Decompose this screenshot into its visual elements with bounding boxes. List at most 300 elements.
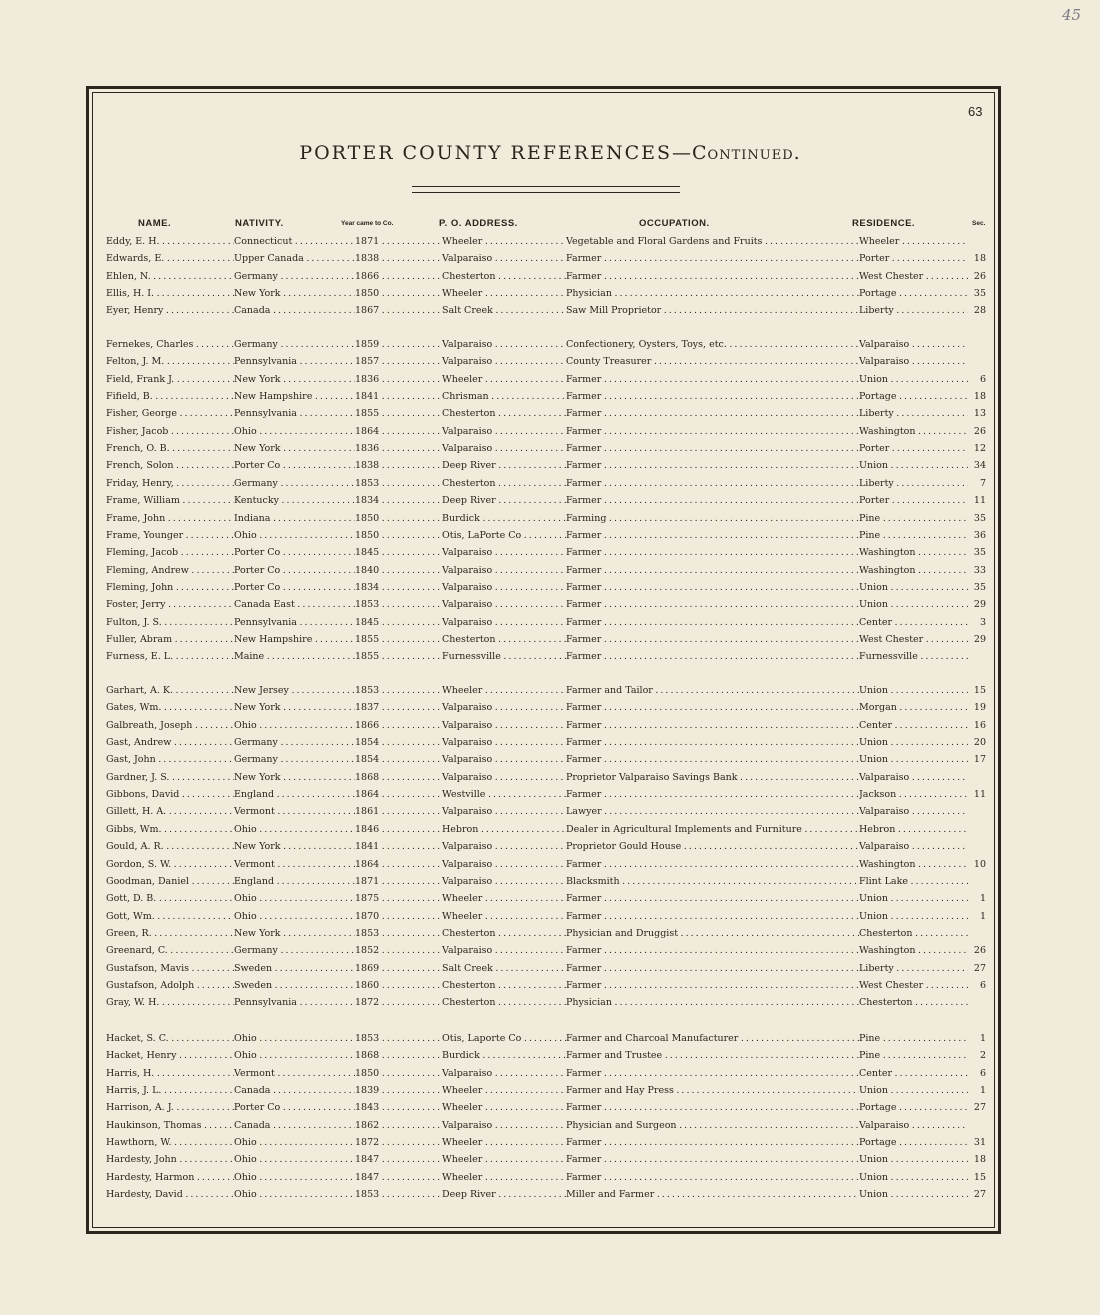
cell-nativity: Porter Co . . . (234, 546, 355, 560)
table-row (0, 1067, 1100, 1081)
cell-name: French, O. B. . . . (106, 442, 234, 456)
cell-name: Gustafson, Mavis . . . (106, 962, 234, 976)
cell-nativity: Ohio . . . (234, 1049, 355, 1063)
cell-nativity: Kentucky . . . (234, 494, 355, 508)
header-nativity: NATIVITY. (235, 218, 284, 229)
table-row (0, 355, 1100, 369)
cell-residence: Union . . . (859, 581, 977, 595)
table-row (0, 1049, 1100, 1063)
cell-residence: Portage . . . (859, 1136, 977, 1150)
cell-name: Field, Frank J. . . . (106, 373, 234, 387)
cell-section: 10 (968, 858, 986, 872)
cell-residence: Valparaiso . . . (859, 840, 977, 854)
cell-section: 18 (968, 390, 986, 404)
cell-name: Fisher, Jacob . . . (106, 425, 234, 439)
cell-section: 1 (968, 892, 986, 906)
cell-name: Eddy, E. H. . . . (106, 235, 234, 249)
cell-section (968, 840, 986, 854)
cell-po-address: Valparaiso . . . (442, 701, 566, 715)
cell-year: 1853 . . . (355, 927, 442, 941)
cell-section: 27 (968, 1101, 986, 1115)
cell-po-address: Otis, LaPorte Co . . . (442, 529, 566, 543)
cell-name: Ehlen, N. . . . (106, 270, 234, 284)
cell-residence: Valparaiso . . . (859, 771, 977, 785)
cell-residence: Washington . . . (859, 564, 977, 578)
cell-po-address: Furnessville . . . (442, 650, 566, 664)
table-row (0, 996, 1100, 1010)
cell-po-address: Otis, Laporte Co . . . (442, 1032, 566, 1046)
cell-nativity: Germany . . . (234, 736, 355, 750)
cell-residence: Union . . . (859, 1171, 977, 1185)
cell-occupation: Physician . . . (566, 996, 859, 1010)
cell-year: 1859 . . . (355, 338, 442, 352)
cell-section (968, 355, 986, 369)
cell-nativity: Pennsylvania . . . (234, 996, 355, 1010)
cell-section (968, 650, 986, 664)
cell-name: Gustafson, Adolph . . . (106, 979, 234, 993)
cell-po-address: Valparaiso . . . (442, 944, 566, 958)
header-sec: Sec. (972, 220, 986, 227)
cell-year: 1871 . . . (355, 235, 442, 249)
table-row (0, 1136, 1100, 1150)
cell-year: 1841 . . . (355, 840, 442, 854)
cell-po-address: Wheeler . . . (442, 910, 566, 924)
table-header (0, 218, 1100, 232)
cell-name: Hacket, S. C. . . . (106, 1032, 234, 1046)
cell-po-address: Burdick . . . (442, 1049, 566, 1063)
cell-residence: Pine . . . (859, 512, 977, 526)
cell-name: Hawthorn, W. . . . (106, 1136, 234, 1150)
cell-residence: Pine . . . (859, 1049, 977, 1063)
cell-section: 11 (968, 494, 986, 508)
cell-po-address: Salt Creek . . . (442, 962, 566, 976)
cell-occupation: Farmer . . . (566, 581, 859, 595)
cell-year: 1838 . . . (355, 459, 442, 473)
table-row (0, 1101, 1100, 1115)
cell-residence: West Chester . . . (859, 270, 977, 284)
cell-residence: Wheeler . . . (859, 235, 977, 249)
cell-name: Fisher, George . . . (106, 407, 234, 421)
table-row (0, 858, 1100, 872)
cell-year: 1834 . . . (355, 581, 442, 595)
cell-section (968, 338, 986, 352)
cell-po-address: Valparaiso . . . (442, 616, 566, 630)
cell-nativity: New York . . . (234, 927, 355, 941)
cell-occupation: Lawyer . . . (566, 805, 859, 819)
cell-year: 1850 . . . (355, 529, 442, 543)
table-row (0, 616, 1100, 630)
cell-po-address: Westville . . . (442, 788, 566, 802)
cell-year: 1875 . . . (355, 892, 442, 906)
cell-residence: Valparaiso . . . (859, 1119, 977, 1133)
cell-occupation: Farmer . . . (566, 252, 859, 266)
cell-residence: Porter . . . (859, 494, 977, 508)
cell-occupation: Farmer . . . (566, 1153, 859, 1167)
cell-year: 1855 . . . (355, 407, 442, 421)
cell-residence: Porter . . . (859, 252, 977, 266)
cell-year: 1866 . . . (355, 270, 442, 284)
cell-year: 1846 . . . (355, 823, 442, 837)
cell-name: Gould, A. R. . . . (106, 840, 234, 854)
cell-section: 11 (968, 788, 986, 802)
cell-po-address: Wheeler . . . (442, 373, 566, 387)
cell-year: 1862 . . . (355, 1119, 442, 1133)
cell-name: Hardesty, David . . . (106, 1188, 234, 1202)
cell-residence: Furnessville . . . (859, 650, 977, 664)
cell-section: 27 (968, 962, 986, 976)
cell-section: 2 (968, 1049, 986, 1063)
cell-name: Gott, Wm. . . . (106, 910, 234, 924)
cell-section: 12 (968, 442, 986, 456)
cell-po-address: Chesterton . . . (442, 996, 566, 1010)
cell-occupation: Farmer . . . (566, 753, 859, 767)
cell-po-address: Valparaiso . . . (442, 805, 566, 819)
cell-nativity: Canada . . . (234, 304, 355, 318)
table-row (0, 407, 1100, 421)
cell-section: 15 (968, 1171, 986, 1185)
cell-name: Furness, E. L. . . . (106, 650, 234, 664)
cell-po-address: Wheeler . . . (442, 235, 566, 249)
cell-occupation: Farmer . . . (566, 892, 859, 906)
cell-nativity: New Jersey . . . (234, 684, 355, 698)
cell-year: 1852 . . . (355, 944, 442, 958)
table-row (0, 927, 1100, 941)
cell-year: 1847 . . . (355, 1153, 442, 1167)
cell-po-address: Valparaiso . . . (442, 338, 566, 352)
cell-occupation: Proprietor Valparaiso Savings Bank . . . (566, 771, 859, 785)
cell-name: Greenard, C. . . . (106, 944, 234, 958)
cell-year: 1855 . . . (355, 650, 442, 664)
cell-occupation: Farmer . . . (566, 633, 859, 647)
cell-name: Green, R. . . . (106, 927, 234, 941)
table-row (0, 962, 1100, 976)
cell-section: 31 (968, 1136, 986, 1150)
cell-residence: Union . . . (859, 373, 977, 387)
cell-section (968, 927, 986, 941)
cell-nativity: Upper Canada . . . (234, 252, 355, 266)
corner-pencil-mark: 45 (1062, 6, 1082, 24)
cell-nativity: Pennsylvania . . . (234, 616, 355, 630)
cell-po-address: Wheeler . . . (442, 1101, 566, 1115)
cell-residence: Union . . . (859, 910, 977, 924)
cell-po-address: Chesterton . . . (442, 270, 566, 284)
table-row (0, 892, 1100, 906)
table-row (0, 598, 1100, 612)
cell-name: Fleming, Jacob . . . (106, 546, 234, 560)
cell-occupation: County Treasurer . . . (566, 355, 859, 369)
cell-po-address: Salt Creek . . . (442, 304, 566, 318)
cell-occupation: Physician and Druggist . . . (566, 927, 859, 941)
table-row (0, 875, 1100, 889)
cell-residence: Union . . . (859, 753, 977, 767)
cell-po-address: Chesterton . . . (442, 477, 566, 491)
cell-nativity: Germany . . . (234, 270, 355, 284)
cell-occupation: Farmer . . . (566, 529, 859, 543)
cell-name: Harrison, A. J. . . . (106, 1101, 234, 1115)
cell-section: 26 (968, 944, 986, 958)
cell-section: 35 (968, 287, 986, 301)
table-row (0, 1119, 1100, 1133)
cell-po-address: Valparaiso . . . (442, 1067, 566, 1081)
cell-nativity: Germany . . . (234, 753, 355, 767)
table-row (0, 1188, 1100, 1202)
cell-nativity: New Hampshire . . . (234, 633, 355, 647)
cell-residence: Washington . . . (859, 425, 977, 439)
cell-occupation: Farmer . . . (566, 616, 859, 630)
cell-nativity: Maine . . . (234, 650, 355, 664)
cell-nativity: Sweden . . . (234, 979, 355, 993)
cell-residence: Jackson . . . (859, 788, 977, 802)
cell-year: 1854 . . . (355, 736, 442, 750)
cell-po-address: Chesterton . . . (442, 979, 566, 993)
cell-po-address: Valparaiso . . . (442, 425, 566, 439)
cell-name: Gast, Andrew . . . (106, 736, 234, 750)
cell-section (968, 805, 986, 819)
cell-section: 18 (968, 1153, 986, 1167)
cell-name: Edwards, E. . . . (106, 252, 234, 266)
table-row (0, 270, 1100, 284)
cell-occupation: Farmer . . . (566, 1067, 859, 1081)
cell-occupation: Vegetable and Floral Gardens and Fruits . . . (566, 235, 859, 249)
cell-residence: West Chester . . . (859, 633, 977, 647)
cell-name: Frame, John . . . (106, 512, 234, 526)
cell-occupation: Farmer . . . (566, 944, 859, 958)
cell-nativity: Porter Co . . . (234, 1101, 355, 1115)
cell-nativity: New York . . . (234, 287, 355, 301)
cell-nativity: Ohio . . . (234, 1153, 355, 1167)
cell-year: 1837 . . . (355, 701, 442, 715)
cell-year: 1834 . . . (355, 494, 442, 508)
cell-residence: Union . . . (859, 1188, 977, 1202)
cell-section: 28 (968, 304, 986, 318)
cell-po-address: Wheeler . . . (442, 684, 566, 698)
cell-year: 1853 . . . (355, 1188, 442, 1202)
cell-year: 1841 . . . (355, 390, 442, 404)
cell-residence: Union . . . (859, 459, 977, 473)
cell-section: 6 (968, 979, 986, 993)
cell-nativity: Ohio . . . (234, 1136, 355, 1150)
cell-residence: Center . . . (859, 616, 977, 630)
cell-section: 19 (968, 701, 986, 715)
cell-nativity: Pennsylvania . . . (234, 407, 355, 421)
cell-nativity: New Hampshire . . . (234, 390, 355, 404)
cell-occupation: Farmer . . . (566, 858, 859, 872)
cell-occupation: Farmer and Hay Press . . . (566, 1084, 859, 1098)
cell-section: 6 (968, 1067, 986, 1081)
cell-name: Fernekes, Charles . . . (106, 338, 234, 352)
cell-year: 1836 . . . (355, 442, 442, 456)
cell-nativity: Porter Co . . . (234, 459, 355, 473)
cell-po-address: Valparaiso . . . (442, 1119, 566, 1133)
cell-occupation: Farmer and Charcoal Manufacturer . . . (566, 1032, 859, 1046)
cell-section: 29 (968, 633, 986, 647)
cell-nativity: Vermont . . . (234, 805, 355, 819)
table-row (0, 736, 1100, 750)
cell-name: Hacket, Henry . . . (106, 1049, 234, 1063)
cell-nativity: Ohio . . . (234, 823, 355, 837)
cell-name: Haukinson, Thomas . . . (106, 1119, 234, 1133)
cell-section: 20 (968, 736, 986, 750)
cell-residence: Union . . . (859, 892, 977, 906)
cell-name: Galbreath, Joseph . . . (106, 719, 234, 733)
cell-occupation: Farmer . . . (566, 425, 859, 439)
cell-year: 1872 . . . (355, 1136, 442, 1150)
cell-occupation: Farmer . . . (566, 701, 859, 715)
cell-year: 1845 . . . (355, 546, 442, 560)
table-row (0, 633, 1100, 647)
cell-residence: West Chester . . . (859, 979, 977, 993)
cell-occupation: Farmer . . . (566, 442, 859, 456)
cell-nativity: Ohio . . . (234, 529, 355, 543)
cell-nativity: Ohio . . . (234, 892, 355, 906)
cell-po-address: Wheeler . . . (442, 287, 566, 301)
cell-nativity: Canada . . . (234, 1119, 355, 1133)
cell-occupation: Farmer . . . (566, 788, 859, 802)
table-row (0, 494, 1100, 508)
header-residence: RESIDENCE. (852, 218, 916, 229)
cell-section: 34 (968, 459, 986, 473)
cell-po-address: Wheeler . . . (442, 1084, 566, 1098)
cell-residence: Valparaiso . . . (859, 355, 977, 369)
table-row (0, 788, 1100, 802)
cell-year: 1866 . . . (355, 719, 442, 733)
cell-residence: Flint Lake . . . (859, 875, 977, 889)
cell-occupation: Saw Mill Proprietor . . . (566, 304, 859, 318)
cell-nativity: Ohio . . . (234, 425, 355, 439)
cell-occupation: Farmer . . . (566, 407, 859, 421)
cell-po-address: Chrisman . . . (442, 390, 566, 404)
cell-section: 7 (968, 477, 986, 491)
cell-po-address: Valparaiso . . . (442, 840, 566, 854)
table-row (0, 684, 1100, 698)
table-row (0, 512, 1100, 526)
cell-occupation: Farmer . . . (566, 719, 859, 733)
cell-section: 26 (968, 425, 986, 439)
cell-nativity: Connecticut . . . (234, 235, 355, 249)
table-row (0, 753, 1100, 767)
table-row (0, 287, 1100, 301)
cell-residence: Center . . . (859, 719, 977, 733)
cell-nativity: Porter Co . . . (234, 581, 355, 595)
page-number: 63 (968, 104, 983, 119)
cell-nativity: Ohio . . . (234, 1032, 355, 1046)
cell-residence: Liberty . . . (859, 407, 977, 421)
cell-section: 16 (968, 719, 986, 733)
table-row (0, 944, 1100, 958)
cell-residence: Valparaiso . . . (859, 805, 977, 819)
cell-po-address: Chesterton . . . (442, 927, 566, 941)
cell-nativity: New York . . . (234, 442, 355, 456)
cell-section: 15 (968, 684, 986, 698)
cell-nativity: Canada . . . (234, 1084, 355, 1098)
cell-residence: Morgan . . . (859, 701, 977, 715)
table-row (0, 338, 1100, 352)
cell-po-address: Deep River . . . (442, 1188, 566, 1202)
cell-name: Fleming, Andrew . . . (106, 564, 234, 578)
cell-occupation: Farmer . . . (566, 650, 859, 664)
cell-residence: Washington . . . (859, 944, 977, 958)
table-row (0, 304, 1100, 318)
cell-name: Harris, H. . . . (106, 1067, 234, 1081)
cell-nativity: Vermont . . . (234, 1067, 355, 1081)
cell-residence: Liberty . . . (859, 477, 977, 491)
cell-section: 35 (968, 512, 986, 526)
table-row (0, 252, 1100, 266)
cell-year: 1869 . . . (355, 962, 442, 976)
cell-year: 1843 . . . (355, 1101, 442, 1115)
cell-residence: Union . . . (859, 1153, 977, 1167)
table-row (0, 425, 1100, 439)
cell-section: 35 (968, 546, 986, 560)
cell-occupation: Farmer . . . (566, 373, 859, 387)
cell-name: Gibbs, Wm. . . . (106, 823, 234, 837)
cell-name: Foster, Jerry . . . (106, 598, 234, 612)
cell-residence: Chesterton . . . (859, 927, 977, 941)
cell-po-address: Valparaiso . . . (442, 719, 566, 733)
table-row (0, 701, 1100, 715)
cell-occupation: Farmer . . . (566, 494, 859, 508)
cell-po-address: Valparaiso . . . (442, 581, 566, 595)
table-row (0, 719, 1100, 733)
cell-occupation: Farmer . . . (566, 1171, 859, 1185)
cell-occupation: Dealer in Agricultural Implements and Furniture . . . (566, 823, 859, 837)
cell-occupation: Confectionery, Oysters, Toys, etc. . . . (566, 338, 859, 352)
cell-po-address: Valparaiso . . . (442, 858, 566, 872)
cell-residence: Liberty . . . (859, 962, 977, 976)
cell-po-address: Valparaiso . . . (442, 546, 566, 560)
table-row (0, 1153, 1100, 1167)
cell-section: 18 (968, 252, 986, 266)
cell-po-address: Hebron . . . (442, 823, 566, 837)
header-occupation: OCCUPATION. (639, 218, 710, 229)
cell-nativity: Germany . . . (234, 944, 355, 958)
cell-year: 1864 . . . (355, 425, 442, 439)
table-row (0, 564, 1100, 578)
cell-po-address: Valparaiso . . . (442, 598, 566, 612)
cell-nativity: England . . . (234, 788, 355, 802)
cell-po-address: Valparaiso . . . (442, 355, 566, 369)
cell-nativity: Pennsylvania . . . (234, 355, 355, 369)
cell-name: Hardesty, Harmon . . . (106, 1171, 234, 1185)
cell-name: Frame, Younger . . . (106, 529, 234, 543)
cell-po-address: Deep River . . . (442, 494, 566, 508)
cell-occupation: Farmer . . . (566, 979, 859, 993)
cell-year: 1853 . . . (355, 1032, 442, 1046)
cell-section (968, 1119, 986, 1133)
cell-year: 1850 . . . (355, 287, 442, 301)
cell-name: Fifield, B. . . . (106, 390, 234, 404)
cell-section: 1 (968, 910, 986, 924)
cell-name: French, Solon . . . (106, 459, 234, 473)
cell-year: 1870 . . . (355, 910, 442, 924)
cell-name: Hardesty, John . . . (106, 1153, 234, 1167)
cell-po-address: Wheeler . . . (442, 1136, 566, 1150)
cell-year: 1850 . . . (355, 512, 442, 526)
title-main: PORTER COUNTY REFERENCES (299, 142, 672, 164)
cell-name: Friday, Henry, . . . (106, 477, 234, 491)
cell-section: 1 (968, 1084, 986, 1098)
cell-name: Garhart, A. K. . . . (106, 684, 234, 698)
title-rule (412, 186, 680, 193)
cell-year: 1864 . . . (355, 788, 442, 802)
cell-section: 3 (968, 616, 986, 630)
cell-nativity: Indiana . . . (234, 512, 355, 526)
cell-name: Harris, J. L. . . . (106, 1084, 234, 1098)
cell-po-address: Wheeler . . . (442, 1171, 566, 1185)
cell-section (968, 996, 986, 1010)
header-name: NAME. (138, 218, 172, 229)
cell-occupation: Farmer . . . (566, 736, 859, 750)
